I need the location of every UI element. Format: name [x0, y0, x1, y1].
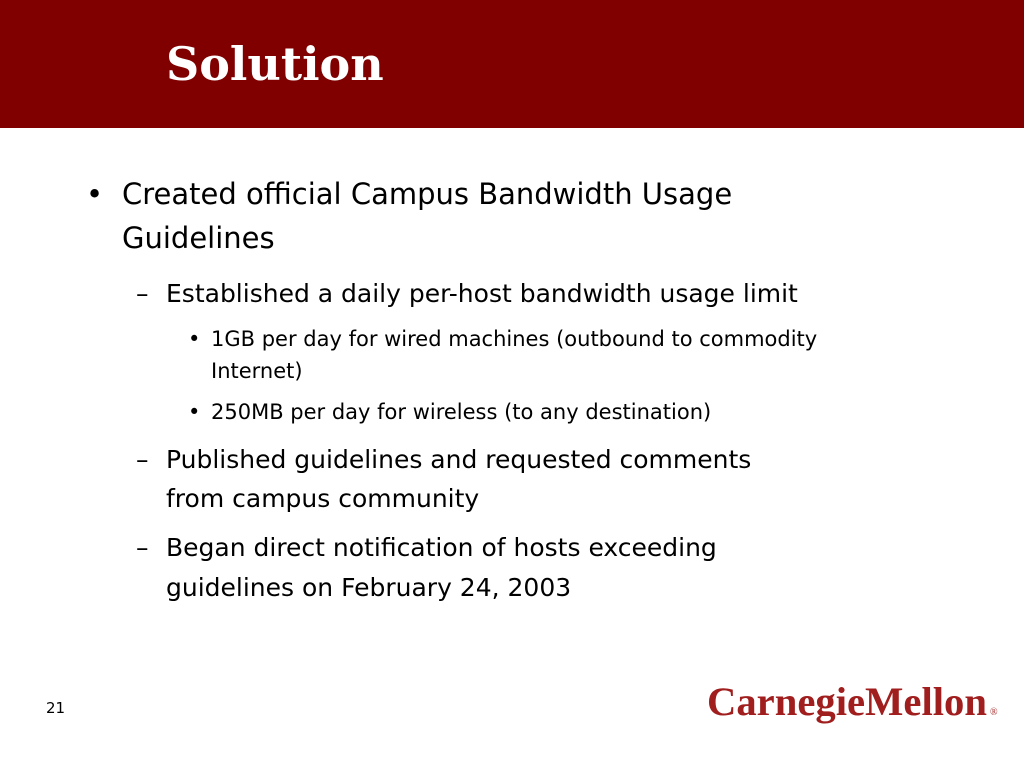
sub-sub-bullet-text: Internet): [211, 359, 303, 383]
dash-marker: –: [136, 445, 149, 474]
dash-marker: –: [136, 279, 149, 308]
dash-marker: –: [136, 533, 149, 562]
bullet-text: Created official Campus Bandwidth Usage: [122, 177, 733, 211]
sub-bullet-text: from campus community: [166, 484, 480, 513]
bullet-marker: •: [188, 400, 201, 424]
carnegie-mellon-logo: [707, 677, 1001, 727]
logo-registered-mark: ®: [990, 707, 998, 718]
bullet-marker: •: [188, 327, 201, 351]
sub-bullet-text: Began direct notification of hosts exceeding: [166, 533, 717, 562]
page-number: 21: [46, 699, 66, 717]
sub-bullet-text: guidelines on February 24, 2003: [166, 573, 572, 602]
sub-bullet-text: Established a daily per-host bandwidth usage limit: [166, 279, 798, 308]
sub-bullet-text: Published guidelines and requested comments: [166, 445, 752, 474]
slide-title: Solution: [166, 37, 384, 91]
sub-sub-bullet-text: 250MB per day for wireless (to any destination): [211, 400, 712, 424]
sub-sub-bullet-text: 1GB per day for wired machines (outbound to commodity: [211, 327, 818, 351]
bullet-text: Guidelines: [122, 221, 275, 255]
bullet-marker: •: [86, 177, 104, 211]
logo-wordmark: CarnegieMellon: [707, 679, 987, 724]
